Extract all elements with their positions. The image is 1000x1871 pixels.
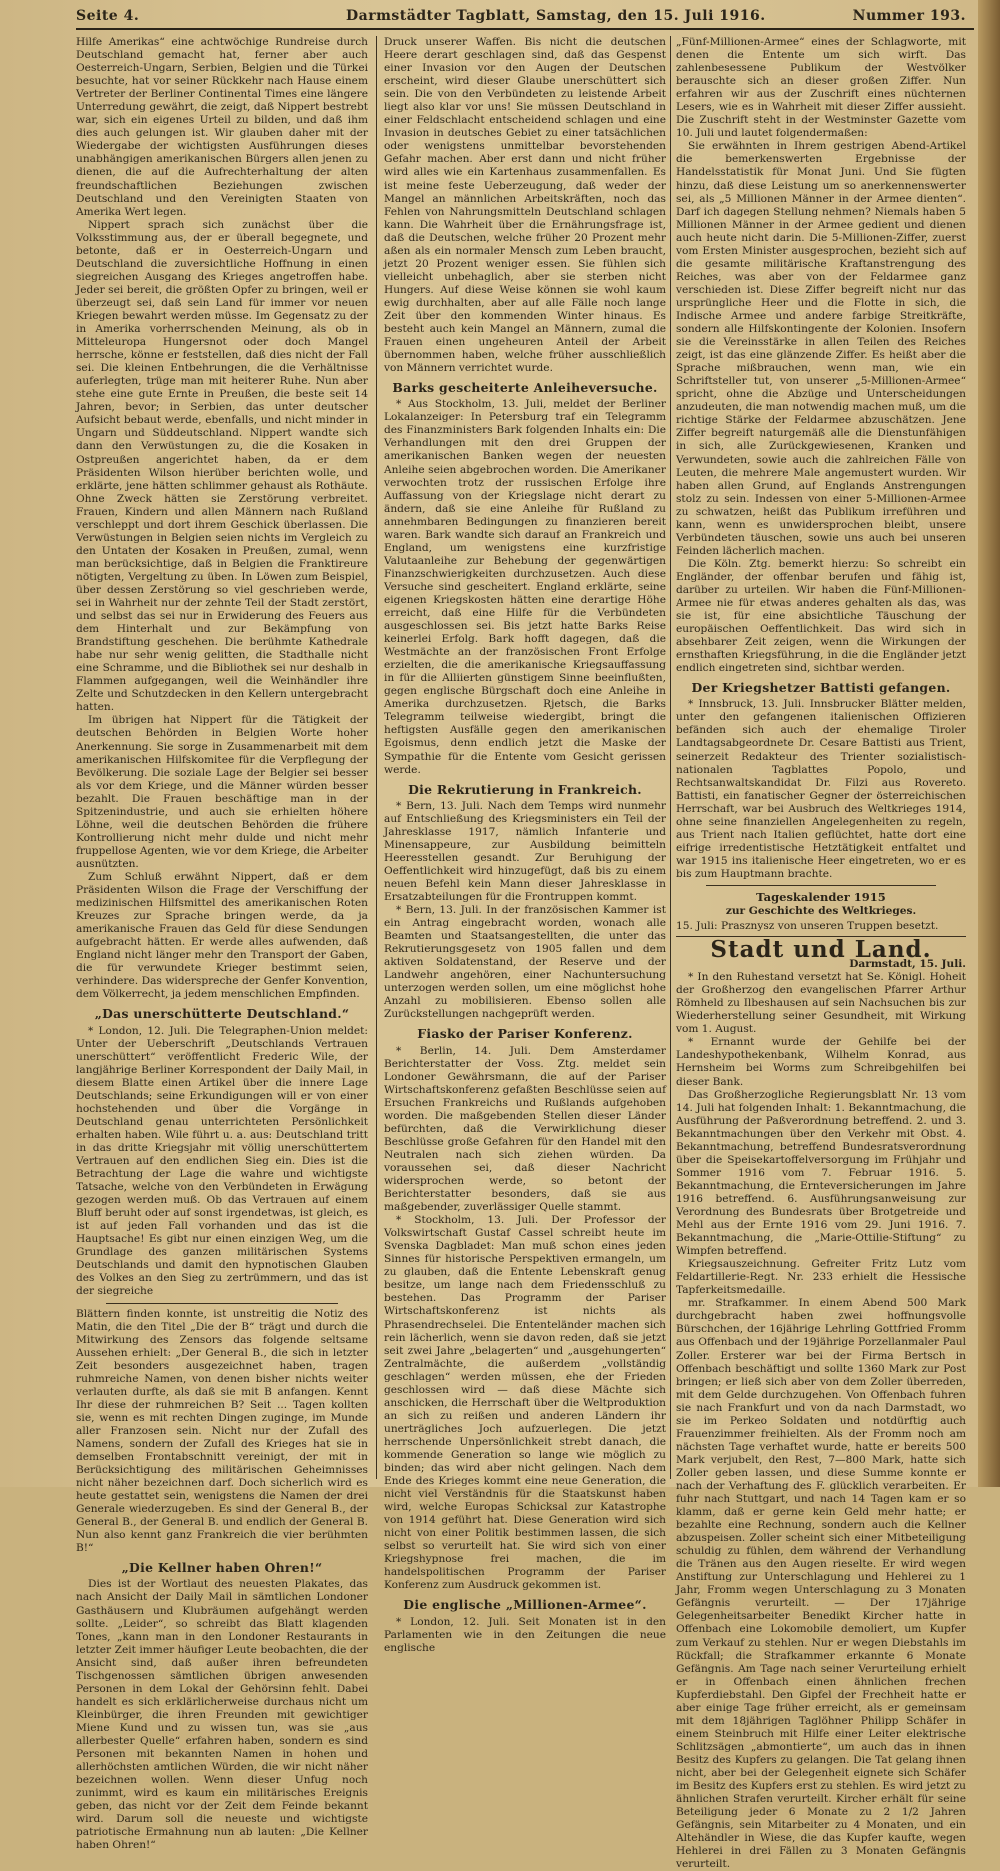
article-paragraph: * In den Ruhestand versetzt hat Se. Königl. Hoheit der Großherzog den evangelischen Pfarrer Arthur Römheld zu Ilbeshausen auf sein Nachsuchen bis zur Wiederherstellung seiner Gesundheit, mit Wirkung vom 1. August.	[676, 971, 966, 1036]
dateline: Darmstadt, 15. Juli.	[849, 958, 966, 971]
article-paragraph: Dies ist der Wortlaut des neuesten Plakates, das nach Ansicht der Daily Mail in sämtlichen Londoner Gasthäusern und Klubräumen aufgehängt werden sollte. „Leider“, so schreibt das Blatt klagenden Tones, „kann man in den Londoner Restaurants in letzter Zeit immer häufiger Leute beobachten, die der Ansicht sind, daß außer ihren befreundeten Tischgenossen sämtlichen übrigen anwesenden Personen in dem Lokal der Gehörsinn fehlt. Dabei handelt es sich erklärlicherweise durchaus nicht um Kleinbürger, die ihren Freunden mit gewichtiger Miene Kund und zu wissen tun, was sie „aus allerbester Quelle“ erfahren haben, sondern es sind Personen mit bekannten Namen in hohen und allerhöchsten amtlichen Würden, die wir nicht näher bezeichnen wollen. Wenn dieser Unfug noch zunimmt, wird es kaum ein militärisches Ereignis geben, das nicht vor der Zeit dem Feinde bekannt wird. Darum soll die neueste und wichtigste patriotische Ermahnung nun ab lauten: „Die Kellner haben Ohren!“	[76, 1578, 368, 1852]
divider	[106, 1303, 338, 1304]
calendar-entry: 15. Juli: Prasznysz von unseren Truppen besetzt.	[676, 920, 966, 937]
article-paragraph: * Bern, 13. Juli. In der französischen Kammer ist ein Antrag eingebracht worden, wonach alle Beamten und Staatsangestellten, die unter das Rekrutierungsgesetz von 1905 fallen und dem aktiven Soldatenstand, der Reserve und der Landwehr angehören, einer Nachuntersuchung unterzogen werden sollen, um eine möglichst hohe Anzahl zu mobilisieren. Ebenso sollen alle Zurückstellungen nachgeprüft werden.	[384, 904, 666, 1021]
article-paragraph: Das Großherzogliche Regierungsblatt Nr. 13 vom 14. Juli hat folgenden Inhalt: 1. Bekanntmachung, die Ausführung der Paßverordnung betreffend. 2. und 3. Bekanntmachungen über den Verkehr mit Obst. 4. Bekanntmachung, betreffend Bundesratsverordnung über die Speisekartoffelversorgung im Frühjahr und Sommer 1916 vom 7. Februar 1916. 5. Bekanntmachung, die Ernteversicherungen im Jahre 1916 betreffend. 6. Ausführungsanweisung zur Verordnung des Bundesrats über Brotgetreide und Mehl aus der Ernte 1916 vom 29. Juni 1916. 7. Bekanntmachung, die „Marie-Ottilie-Stiftung“ zu Wimpfen betreffend.	[676, 1088, 966, 1258]
column-3	[676, 36, 966, 1871]
article-paragraph: Im übrigen hat Nippert für die Tätigkeit der deutschen Behörden in Belgien Worte hoher Anerkennung. Sie sorge in Zusammenarbeit mit dem amerikanischen Hilfskomitee für die Verpflegung der Bevölkerung. Die soziale Lage der Belgier sei besser als vor dem Kriege, und die Männer würden besser bezahlt. Die Frauen beschäftige man in der Spitzenindustrie, und auch sie erhielten höhere Löhne, weil die deutschen Behörden die frühere Kontrollierung nicht mehr dulde und nicht mehr fruppellose Agenten, wie vor dem Kriege, die Arbeiter ausnützten.	[76, 714, 368, 870]
article-paragraph: Druck unserer Waffen. Bis nicht die deutschen Heere derart geschlagen sind, daß das Gespenst einer Invasion vor den Augen der Deutschen erscheint, wird dieser Glaube unerschüttert sich sein. Die von den Verbündeten zu leistende Arbeit liegt also klar vor uns! Sie müssen Deutschland in einer Feldschlacht entscheidend schlagen und eine Invasion in deutsches Gebiet zu einer tatsächlichen oder wenigstens unmittelbar bevorstehenden Gefahr machen. Aber erst dann und nicht früher wird alles wie ein Kartenhaus zusammenfallen. Es ist meine feste Ueberzeugung, daß weder der Mangel an männlichen Arbeitskräften, noch das Fehlen von Nahrungsmitteln Deutschland schlagen kann. Die Wahrheit über die Ernährungsfrage ist, daß die Deutschen, welche früher 20 Prozent mehr aßen als ein normaler Mensch zum Leben braucht, jetzt 20 Prozent weniger essen. Sie fühlen sich vielleicht unbehaglich, aber sie sterben nicht Hungers. Auf diese Weise können sie wohl kaum ewig durchhalten, aber auf alle Fälle noch lange Zeit über den kommenden Winter hinaus. Es besteht auch kein Mangel an Männern, zumal die Frauen einen ungeheuren Anteil der Arbeit übernommen haben, welche früher ausschließlich von Männern verrichtet wurde.	[384, 36, 666, 375]
article-paragraph: Nippert sprach sich zunächst über die Volksstimmung aus, der er überall begegnete, und betonte, daß er in Oesterreich-Ungarn und Deutschland die zuversichtliche Hoffnung in einen siegreichen Ausgang des Krieges angetroffen habe. Jeder sei bereit, die größten Opfer zu bringen, weil er überzeugt sei, daß sein Land für immer vor neuen Kriegen bewahrt werden müsse. Im Gegensatz zu der in Amerika vorherrschenden Meinung, als ob in Mitteleuropa Hungersnot oder doch Mangel herrsche, könne er feststellen, daß dies nicht der Fall sei. Die kleinen Entbehrungen, die die Verhältnisse auferlegten, trüge man mit heiterer Ruhe. Nun aber stehe eine gute Ernte in Preußen, die beste seit 14 Jahren, bevor; in Serbien, das unter deutscher Aufsicht bebaut werde, ebenfalls, und nicht minder in Ungarn und Süddeutschland. Nippert wandte sich dann den Verwüstungen zu, die die Kosaken in Ostpreußen angerichtet haben, da er dem Präsidenten Wilson hierüber berichten wolle, und erklärte, jene hätten schlimmer gehaust als Rothäute. Ohne Zweck hätten sie Zerstörung verbreitet. Frauen, Kindern und allen Männern nach Rußland verschleppt und dort ihrem Geschick überlassen. Die Verwüstungen in Belgien seien nichts im Vergleich zu den Untaten der Kosaken in Preußen, zumal, wenn man berücksichtige, daß in Belgien die Franktireure nötigten, Vergeltung zu üben. In Löwen zum Beispiel, über dessen Zerstörung so viel geschrieben werde, sei in Wahrheit nur der zehnte Teil der Stadt zerstört, und selbst das sei nur in Erwiderung des Feuers aus dem Hinterhalt und zur Bekämpfung von Brandstiftung geschehen. Die berühmte Kathedrale habe nur sehr wenig gelitten, die Stadthalle nicht eine Schramme, und die Bibliothek sei nur deshalb in Flammen aufgegangen, weil die Weinhändler ihre Zelte und Schutzdecken in den Kellern untergebracht hatten.	[76, 218, 368, 714]
article-paragraph: * Aus Stockholm, 13. Juli, meldet der Berliner Lokalanzeiger: In Petersburg traf ein Telegramm des Finanzministers Bark folgenden Inhalts ein: Die Verhandlungen mit den drei Gruppen der amerikanischen Banken wegen der neuesten Anleihe seien abgebrochen worden. Die Amerikaner verwochten trotz der russischen Erfolge ihre Auffassung von der Kriegslage nicht derart zu ändern, daß sie eine Anleihe für Rußland zu annehmbaren Bedingungen zu finanzieren bereit waren. Bark wandte sich darauf an Frankreich und England, um wenigstens eine kurzfristige Valutaanleihe zur Behebung der gegenwärtigen Finanzschwierigkeiten durchzusetzen. Auch diese Versuche sind gescheitert. England erklärte, seine eigenen Kriegskosten hätten eine derartige Höhe erreicht, daß eine Hilfe für die Verbündeten ausgeschlossen sei. Bis jetzt hatte Barks Reise keinerlei Erfolg. Bark hofft dagegen, daß die Westmächte an der französischen Front Erfolge erzielten, die die amerikanische Kriegsauffassung in für die Alliierten günstigem Sinne beeinflußten, gegen englische Bürgschaft doch eine Anleihe in Amerika durchzusetzen. Rjetsch, die Barks Telegramm teilweise wiedergibt, bringt die heftigsten Ausfälle gegen den amerikanischen Egoismus, denn endlich jetzt die Maske der Sympathie für die Entente vom Gesicht gerissen werde.	[384, 398, 666, 776]
article-headline: Fiasko der Pariser Konferenz.	[417, 1026, 633, 1042]
article-paragraph: Kriegsauszeichnung. Gefreiter Fritz Lutz vom Feldartillerie-Regt. Nr. 233 erhielt die Hessische Tapferkeitsmedaille.	[676, 1258, 966, 1297]
calendar-box	[676, 890, 966, 918]
article-paragraph: Zum Schluß erwähnt Nippert, daß er dem Präsidenten Wilson die Frage der Verschiffung der medizinischen Hilfsmittel des amerikanischen Roten Kreuzes zur Sprache bringen werde, da ja amerikanische Frauen das Geld für diese Sendungen aufgebracht hätten. Er werde alles aufwenden, daß England nicht länger mehr den Transport der Gaben, die für verwundete Krieger bestimmt seien, verhindere. Das widerspreche der Genfer Konvention, dem Völkerrecht, ja jedem menschlichen Empfinden.	[76, 871, 368, 1001]
article-paragraph: * Bern, 13. Juli. Nach dem Temps wird nunmehr auf Entschließung des Kriegsministers ein Teil der Jahresklasse 1917, nämlich Infanterie und Minensappeure, zur Ausbildung beimitteln Heeresstellen gesandt. Zur Beruhigung der Oeffentlichkeit wird hinzugefügt, daß bis zu einem neuen Befehl kein Mann dieser Jahresklasse in Ersatzabteilungen für die Frontruppen kommt.	[384, 799, 666, 903]
article-headline: Die Rekrutierung in Frankreich.	[408, 781, 642, 797]
column-rule	[376, 36, 377, 1479]
section-title: Stadt und Land.	[710, 936, 932, 964]
page-number: Seite 4.	[76, 8, 140, 24]
article-paragraph: Blättern finden konnte, ist unstreitig die Notiz des Matin, die den Titel „Die der B“ trägt und durch die Mitwirkung des Zensors das folgende seltsame Aussehen erhielt: „Der General B., die sich in letzter Zeit besonders ausgezeichnet haben, tragen ruhmreiche Namen, von denen bisher nichts weiter verlauten durfte, als daß sie mit B anfangen. Kennt Ihr diese der ruhmreichen B? Seit ... Tagen kollten sie, wenn es mit rechten Dingen zuginge, im Munde aller Franzosen sein. Nicht nur der Zufall des Namens, sondern der Zufall des Krieges hat sie in demselben Frontabschnitt vereinigt, der mit in Berücksichtigung des militärischen Geheimnisses nicht näher bezeichnen darf. Doch sicherlich wird es heute gestattet sein, wenigstens die Namen der drei Generale wiederzugeben. Es sind der General B., der General B., der General B. und endlich der General B. Nun also kennt ganz Frankreich die vier berühmten B!“	[76, 1307, 368, 1555]
article-paragraph: * Berlin, 14. Juli. Dem Amsterdamer Berichterstatter der Voss. Ztg. meldet sein Londoner Gewährsmann, die auf der Pariser Wirtschaftskonferenz gefaßten Beschlüsse seien auf Ersuchen Frankreichs und Rußlands aufgehoben worden. Die maßgebenden Stellen dieser Länder befürchten, daß die Verwirklichung dieser Beschlüsse große Gefahren für den Handel mit den Neutralen nach sich ziehen würden. Da voraussehen sei, daß dieser Nachricht widersprochen werde, so betont der Berichterstatter besonders, daß sie aus maßgebender, zuverlässiger Quelle stammt.	[384, 1044, 666, 1214]
article-paragraph: * Ernannt wurde der Gehilfe bei der Landeshypothekenbank, Wilhelm Konrad, aus Hernsheim bei Worms zum Schreibgehilfen bei dieser Bank.	[676, 1036, 966, 1088]
column-1	[76, 36, 368, 1852]
article-headline: „Die Kellner haben Ohren!“	[121, 1560, 323, 1576]
article-paragraph: „Fünf-Millionen-Armee“ eines der Schlagworte, mit denen die Entente um sich wirft. Das zahlenbesessene Publikum der Westvölker berauschte sich an dieser großen Ziffer. Nun erfahren wir aus der Zuschrift eines nüchternen Lesers, wie es in Wahrheit mit dieser Ziffer aussieht. Die Zuschrift steht in der Westminster Gazette vom 10. Juli und lautet folgendermaßen:	[676, 36, 966, 140]
calendar-title: Tageskalender 1915	[756, 890, 886, 904]
article-paragraph: * Innsbruck, 13. Juli. Innsbrucker Blätter melden, unter den gefangenen italienischen Offizieren befänden sich auch der ehemalige Tiroler Landtagsabgeordnete Dr. Cesare Battisti aus Trient, seinerzeit Redakteur des Trienter sozialistisch-nationalen Tagblattes Popolo, und Rechtsanwaltskandidat Dr. Filzi aus Rovereto. Battisti, ein fanatischer Gegner der österreichischen Herrschaft, war bei Ausbruch des Weltkrieges 1914, ohne seine finanziellen Angelegenheiten zu regeln, aus Trient nach Italien geflüchtet, hatte dort eine eifrige irredentistische Hetztätigkeit entfaltet und war 1915 ins italienische Heer eingetreten, wo er es bis zum Hauptmann brachte.	[676, 698, 966, 880]
article-paragraph: * Stockholm, 13. Juli. Der Professor der Volkswirtschaft Gustaf Cassel schreibt heute im Svenska Dagbladet: Man muß schon eines jeden Sinnes für historische Perspektiven ermangeln, um zu glauben, daß die Entente Lebenskraft genug besitze, um lange nach dem Friedensschluß zu bestehen. Das Programm der Pariser Wirtschaftskonferenz ist nichts als Phrasendrechselei. Die Ententeländer machen sich rein lächerlich, wenn sie davon reden, daß sie jetzt seit zwei Jahre „belagerten“ und „ausgehungerten“ Zentralmächte, die außerdem „vollständig geschlagen“ werden müssen, ehe der Frieden geschlossen wird — daß diese Mächte sich anschicken, die Herrschaft über die Weltproduktion an sich zu reißen und anderen Ländern ihr unerträgliches Joch aufzuerlegen. Die jetzt herrschende Unpersönlichkeit strebt danach, die kommende Generation so lange wie möglich zu binden; das wird aber nicht gelingen. Nach dem Ende des Krieges kommt eine neue Generation, die nicht viel Verständnis für die Staatskunst haben wird, welche Europas Schicksal zur Katastrophe von 1914 geführt hat. Diese Generation wird sich nicht von einer Politik bestimmen lassen, die sich selbst so verurteilt hat. Sie wird sich von einer Kriegshypnose frei machen, die im handelspolitischen Programm der Pariser Konferenz zum Ausdruck gekommen ist.	[384, 1214, 666, 1592]
article-paragraph: Hilfe Amerikas“ eine achtwöchige Rundreise durch Deutschland gemacht hat, ferner aber auch Oesterreich-Ungarn, Serbien, Belgien und die Türkei besuchte, hat vor seiner Rückkehr nach Hause einem Vertreter der Berliner Continental Times eine längere Unterredung gewährt, die zeigt, daß Nippert bestrebt war, sich ein eigenes Urteil zu bilden, und daß ihm dies auch gelungen ist. Wir glauben daher mit der Wiedergabe der wichtigsten Ausführungen dieses unabhängigen amerikanischen Bürgers allen jenen zu dienen, die auf die Aufrechterhaltung der alten freundschaftlichen Beziehungen zwischen Deutschland und den Vereinigten Staaten von Amerika Wert legen.	[76, 36, 368, 218]
article-paragraph: Sie erwähnten in Ihrem gestrigen Abend-Artikel die bemerkenswerten Ergebnisse der Handelsstatistik für Monat Juni. Und Sie fügten hinzu, daß diese Leistung um so anerkennenswerter sei, als „5 Millionen Männer in der Armee dienten“. Darf ich dagegen Stellung nehmen? Niemals haben 5 Millionen Männer in der Armee gedient und dienen auch heute nicht darin. Die 5-Millionen-Ziffer, zuerst vom Ersten Minister ausgesprochen, bezieht sich auf die gesamte militärische Kraftanstrengung des Reiches, was aber von der Feldarmee ganz verschieden ist. Diese Ziffer begreift nicht nur das ursprüngliche Heer und die Flotte in sich, die Indische Armee und andere farbige Streitkräfte, sondern alle Hilfskontingente der Kolonien. Insofern sie die Vereinsstärke in allen Teilen des Reiches zeigt, ist das eine glänzende Ziffer. Es heißt aber die Sprache mißbrauchen, wenn man, wie ein Schriftsteller tut, von unserer „5-Millionen-Armee“ spricht, ohne die Abzüge und Unterscheidungen anzudeuten, die man notwendig machen muß, um die richtige Stärke der Feldarmee abzuschätzen. Jene Ziffer begreift naturgemäß alle die Dienstunfähigen in sich, alle Zurückgewiesenen, Kranken und Verwundeten, sowie auch die zahlreichen Fälle von Leuten, die mehrere Male angemustert wurden. Wir haben allen Grund, auf Englands Anstrengungen stolz zu sein. Indessen von einer 5-Millionen-Armee zu schwatzen, heißt das Publikum irreführen und kann, wenn es unwidersprochen bleibt, unsere Verbündeten täuschen, sowie uns auch bei unseren Feinden lächerlich machen.	[676, 140, 966, 557]
article-paragraph: mr. Strafkammer. In einem Abend 500 Mark durchgebracht haben zwei hoffnungsvolle Bürschchen, der 16jährige Lehrling Gottfried Fromm aus Offenbach und der 19jährige Porzellanmaler Paul Zoller. Ersterer war bei der Firma Bertsch in Offenbach beschäftigt und sollte 1360 Mark zur Post bringen; er ließ sich aber von dem Zoller überreden, mit dem Gelde durchzugehen. Von Offenbach fuhren sie nach Frankfurt und von da nach Darmstadt, wo sie im Perkeo Soldaten und notdürftig auch Frauenzimmer freihielten. Als der Fromm noch am nächsten Tage verhaftet wurde, hatte er bereits 500 Mark verjubelt, den Rest, 7—800 Mark, hatte sich Zoller geben lassen, und diese Summe konnte er nach der Verhaftung des F. glücklich verarbeiten. Er fuhr nach Stuttgart, und nach 14 Tagen kam er so klamm, daß er gerne kein Geld mehr hatte; er bezahlte eine Rechnung, sondern auch die Kellner abzuspeisen. Zoller scheint sich einer Mitbeteiligung schuldig zu fühlen, dem während der Verhandlung die Tränen aus den Augen rieselte. Er wird wegen Anstiftung zur Unterschlagung und Hehlerei zu 1 Jahr, Fromm wegen Unterschlagung zu 3 Monaten Gefängnis verurteilt. — Der 17jährige Gelegenheitsarbeiter Benedikt Kircher hatte in Offenbach eine Lokomobile demoliert, um Kupfer zum Verkauf zu stehlen. Nur er wegen Diebstahls im Rückfall; die Strafkammer erkannte 6 Monate Gefängnis. Am Tage nach seiner Verurteilung erhielt er in Offenbach einen ähnlichen frechen Kupferdiebstahl. Den Gipfel der Frechheit hatte er aber einige Tage früher erreicht, als er gemeinsam mit dem 18jährigen Taglöhner Philipp Schäfer in einem Steinbruch mit Hilfe einer Leiter elektrische Schlitzsägen „abmontierte“, um auch das in ihnen Besitz des Kupfers zu gelangen. Die Tat gelang ihnen nicht, aber bei der Gelegenheit eignete sich Schäfer im Besitz des Kupfers erst zu stehlen. Es wird jetzt zu ähnlichen Strafen verurteilt. Kircher erhält für seine Beteiligung jeder 6 Monate zu 2 1/2 Jahren Gefängnis, sein Mitarbeiter zu 4 Monaten, und ein Altehändler in Wiese, die das Kupfer kaufte, wegen Hehlerei in drei Fällen zu 3 Monaten Gefängnis verurteilt.	[676, 1297, 966, 1871]
page-binding-edge	[978, 0, 1000, 1487]
calendar-subtitle: zur Geschichte des Weltkrieges.	[725, 905, 917, 917]
article-paragraph: * London, 12. Juli. Seit Monaten ist in den Parlamenten wie in den Zeitungen die neue englische	[384, 1615, 666, 1654]
page-header	[76, 6, 974, 30]
article-paragraph: * London, 12. Juli. Die Telegraphen-Union meldet: Unter der Ueberschrift „Deutschlands Vertrauen unerschüttert“ veröffentlicht Frederic Wile, der langjährige Berliner Korrespondent der Daily Mail, in diesem Blatte einen Artikel über die innere Lage Deutschlands; seine Erkundigungen will er von einer hochstehenden und über die Vorgänge in Deutschland genau unterrichteten Persönlichkeit erhalten haben. Wile führt u. a. aus: Deutschland tritt in das dritte Kriegsjahr mit völlig unerschüttertem Vertrauen auf den endlichen Sieg ein. Dies ist die Betrachtung der Lage die wahre und wichtigste Tatsache, welche von den Verbündeten in Erwägung gezogen werden muß. Ob das Vertrauen auf einem Bluff beruht oder auf sonst irgendetwas, ist gleich, es ist auf jeden Fall vorhanden und das ist die Hauptsache! Es gibt nur einen einzigen Weg, um die Grundlage des ganzen militärischen Systems Deutschlands und damit den hypnotischen Glauben des Volkes an den Sieg zu zertrümmern, und das ist der siegreiche	[76, 1024, 368, 1298]
issue-number: Nummer 193.	[852, 8, 966, 24]
article-headline: Barks gescheiterte Anleiheversuche.	[392, 380, 658, 396]
divider	[706, 885, 936, 886]
column-rule	[670, 36, 671, 1479]
article-headline: „Das unerschütterte Deutschland.“	[94, 1006, 350, 1022]
article-headline: Die englische „Millionen-Armee“.	[403, 1597, 647, 1613]
article-paragraph: Die Köln. Ztg. bemerkt hierzu: So schreibt ein Engländer, der offenbar berufen und fähig ist, darüber zu urteilen. Wir haben die Fünf-Millionen-Armee nie für etwas anderes gehalten als das, was sie ist, für eine absichtliche Täuschung der europäischen Oeffentlichkeit. Das wird sich in absehbarer Zeit zeigen, wenn die Wirkungen der ernsthaften Kriegsführung, in die die Engländer jetzt endlich eingetreten sind, sichtbar werden.	[676, 557, 966, 675]
article-headline: Der Kriegshetzer Battisti gefangen.	[691, 680, 951, 696]
column-2	[384, 36, 666, 1654]
masthead-line: Darmstädter Tagblatt, Samstag, den 15. Juli 1916.	[346, 8, 766, 24]
